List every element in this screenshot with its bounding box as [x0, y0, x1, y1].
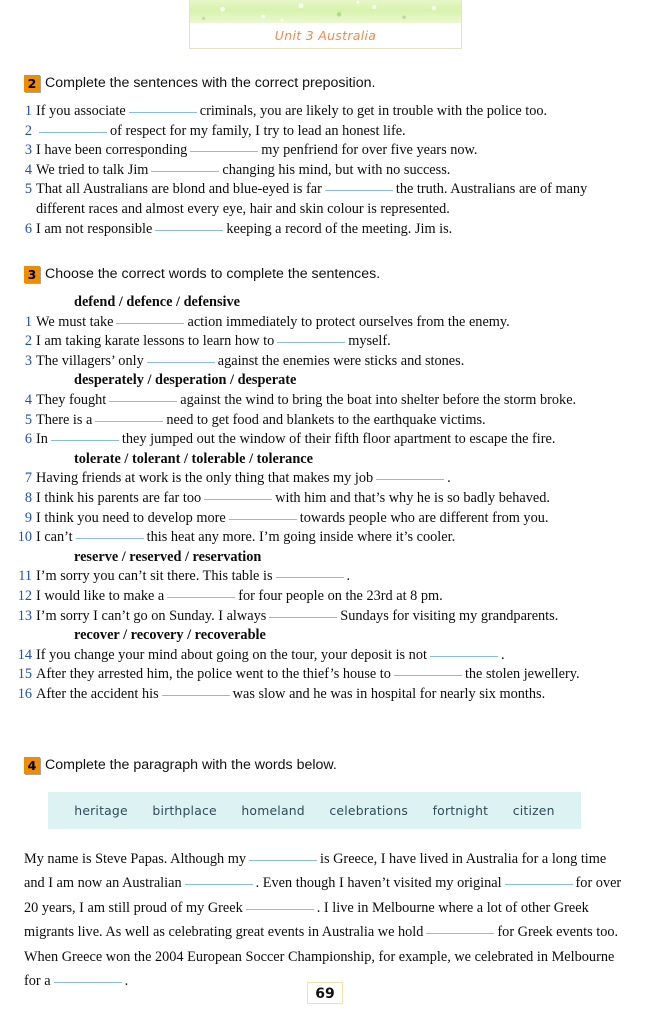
list-item: [14, 430, 628, 450]
exercise-4-badge: 4: [24, 757, 40, 774]
exercise-3-title: Choose the correct words to complete the sentences.: [45, 266, 381, 282]
exercise-2-badge: 2: [24, 75, 40, 92]
item-text-before: I’m sorry I can’t go on Sunday. I always: [36, 607, 267, 624]
item-text-after: was slow and he was in hospital for nearly six months.: [232, 685, 546, 702]
word-bank-item[interactable]: homeland: [241, 803, 305, 818]
answer-blank[interactable]: [325, 190, 393, 191]
exercise-4-heading: [24, 756, 650, 775]
answer-blank[interactable]: [269, 617, 337, 618]
item-text: [36, 509, 628, 529]
item-number: 11: [18, 568, 32, 585]
item-text-after: this heat any more. I’m going inside where it’s cooler.: [146, 529, 456, 546]
item-text-before: Having friends at work is the only thing that makes my job: [36, 470, 374, 487]
list-item: [14, 352, 628, 372]
item-text: [36, 411, 628, 431]
word-bank-item[interactable]: fortnight: [432, 803, 489, 818]
word-bank-item[interactable]: birthplace: [152, 803, 217, 818]
item-text-before: I think his parents are far too: [36, 489, 202, 506]
exercise-2-heading: [24, 74, 650, 93]
item-text: [36, 161, 628, 181]
exercise-2-items: [14, 102, 628, 239]
exercise-4-title: Complete the paragraph with the words below.: [45, 757, 337, 773]
item-text: [36, 587, 628, 607]
answer-blank[interactable]: [376, 479, 444, 480]
item-number: 16: [17, 685, 32, 702]
item-text-after: changing his mind, but with no success.: [222, 161, 451, 178]
item-text-after: .: [500, 646, 505, 663]
item-text: [36, 665, 628, 685]
answer-blank[interactable]: [95, 421, 163, 422]
item-number: 12: [17, 587, 32, 604]
page-number: 69: [307, 982, 343, 1004]
item-text-before: There is a: [36, 411, 93, 428]
item-number: 5: [24, 181, 32, 198]
item-text: [36, 313, 628, 333]
item-text: [36, 102, 628, 122]
list-item: [14, 646, 628, 666]
answer-blank[interactable]: [276, 577, 344, 578]
item-number: 8: [24, 489, 32, 506]
answer-blank[interactable]: [129, 112, 197, 113]
item-number: 15: [17, 666, 32, 683]
exercise-3-groups: [14, 293, 628, 704]
item-text-before: If you change your mind about going on the tour, your deposit is not: [36, 646, 427, 663]
answer-blank[interactable]: [394, 675, 462, 676]
list-item: [14, 509, 628, 529]
item-text: [36, 646, 628, 666]
item-text: [36, 528, 628, 548]
answer-blank[interactable]: [185, 884, 253, 885]
item-text-before: I am not responsible: [36, 220, 153, 237]
item-text-after: .: [447, 470, 451, 487]
item-text-before: I have been corresponding: [36, 142, 188, 159]
item-text: [36, 352, 628, 372]
item-number: 2: [24, 333, 32, 350]
paragraph-text: . I live in Melbourne where a lot of other Greek migrants live. As well as celebrating great events in Australia we hold: [24, 899, 589, 941]
paragraph-text: My name is Steve Papas. Although my: [24, 851, 246, 867]
list-item: [14, 685, 628, 705]
gap-fill-paragraph: [24, 847, 626, 993]
exercise-2: [0, 74, 650, 239]
item-text: [36, 141, 628, 161]
item-text-after: need to get food and blankets to the earthquake victims.: [166, 411, 486, 428]
answer-blank[interactable]: [204, 499, 272, 500]
answer-blank[interactable]: [167, 597, 235, 598]
list-item: [14, 607, 628, 627]
list-item: [14, 489, 628, 509]
word-bank-item[interactable]: citizen: [512, 803, 555, 818]
item-text-after: the stolen jewellery.: [464, 666, 580, 683]
unit-caption: Unit 3 Australia: [274, 28, 377, 43]
answer-blank[interactable]: [151, 171, 219, 172]
item-number: 4: [24, 391, 32, 408]
item-text-before: After they arrested him, the police went to the thief’s house to: [36, 666, 391, 683]
item-number: 4: [24, 161, 32, 178]
word-bank-item[interactable]: celebrations: [329, 803, 409, 818]
item-text-after: Sundays for visiting my grandparents.: [340, 607, 559, 624]
word-bank: [48, 792, 581, 829]
item-text-after: of respect for my family, I try to lead an honest life.: [110, 122, 406, 139]
item-text-after: towards people who are different from you.: [299, 509, 549, 526]
list-item: [14, 161, 628, 181]
exercise-3: [0, 265, 650, 704]
item-number: 3: [24, 142, 32, 159]
answer-blank[interactable]: [190, 151, 258, 152]
word-group-heading: reserve / reserved / reservation: [74, 548, 262, 565]
item-number: 9: [24, 509, 32, 526]
word-group-heading: recover / recovery / recoverable: [74, 627, 266, 644]
list-item: [14, 141, 628, 161]
exercise-4: [0, 756, 650, 993]
item-number: 2: [24, 122, 32, 139]
item-number: 6: [24, 220, 32, 237]
item-number: 1: [24, 103, 32, 119]
item-text-before: I think you need to develop more: [36, 509, 226, 526]
list-item: [14, 665, 628, 685]
item-text-before: That all Australians are blond and blue-eyed is far: [36, 181, 322, 198]
answer-blank[interactable]: [277, 342, 345, 343]
item-text-after: with him and that’s why he is so badly behaved.: [275, 489, 550, 506]
item-text: [36, 180, 628, 219]
item-text-before: I would like to make a: [36, 587, 165, 604]
item-text: [36, 685, 628, 705]
item-text-before: I can’t: [36, 529, 73, 546]
item-text-after: for four people on the 23rd at 8 pm.: [238, 587, 443, 604]
answer-blank[interactable]: [162, 695, 230, 696]
item-text-before: In: [36, 431, 48, 448]
item-number: 3: [24, 352, 32, 369]
answer-blank[interactable]: [430, 656, 498, 657]
exercise-2-title: Complete the sentences with the correct preposition.: [45, 75, 376, 91]
item-text: [36, 332, 628, 352]
item-text-before: If you associate: [36, 103, 126, 119]
item-text-after: myself.: [348, 333, 391, 350]
paragraph-text: is Greece, I have lived in Australia for a long time and I am now an Australian: [24, 851, 607, 892]
unit-header-banner: [189, 0, 462, 49]
item-number: 7: [24, 470, 32, 487]
word-group-heading: defend / defence / defensive: [74, 294, 240, 310]
list-item: [14, 313, 628, 333]
list-item: [14, 332, 628, 352]
answer-blank[interactable]: [505, 884, 573, 885]
answer-blank[interactable]: [229, 519, 297, 520]
item-text: [36, 391, 628, 411]
item-text-after: my penfriend for over five years now.: [261, 142, 478, 159]
answer-blank[interactable]: [426, 933, 494, 934]
answer-blank[interactable]: [246, 909, 314, 910]
paragraph-text: .: [124, 973, 129, 990]
item-text-after: the truth. Australians are of many different races and almost every eye, hair and skin colour is represented.: [36, 181, 588, 217]
paragraph-text: for Greek events too. When Greece won the 2004 European Soccer Championship, for example, we celebrated in Melbourne for a: [24, 924, 619, 990]
word-group-heading: desperately / desperation / desperate: [74, 372, 297, 389]
item-number: 1: [24, 313, 32, 330]
item-text: [36, 489, 628, 509]
item-number: 5: [24, 411, 32, 428]
item-text-before: We tried to talk Jim: [36, 161, 149, 178]
item-text-after: action immediately to protect ourselves from the enemy.: [187, 313, 510, 330]
item-text-after: against the wind to bring the boat into shelter before the storm broke.: [180, 391, 577, 408]
item-text-after: they jumped out the window of their fifth floor apartment to escape the fire.: [121, 431, 556, 448]
item-text: [36, 122, 628, 142]
list-item: [14, 180, 628, 219]
item-number: 13: [17, 607, 32, 624]
answer-blank[interactable]: [155, 230, 223, 231]
list-item: [14, 220, 628, 240]
list-item: [14, 528, 628, 548]
answer-blank[interactable]: [39, 132, 107, 133]
item-text-before: They fought: [36, 391, 107, 408]
item-text: [36, 567, 628, 587]
list-item: [14, 587, 628, 607]
word-group-heading: tolerate / tolerant / tolerable / tolerance: [74, 450, 313, 467]
item-text: [36, 430, 628, 450]
answer-blank[interactable]: [76, 538, 144, 539]
list-item: [14, 102, 628, 122]
list-item: [14, 411, 628, 431]
list-item: [14, 122, 628, 142]
item-text-before: After the accident his: [36, 685, 159, 702]
item-text-before: We must take: [36, 313, 114, 330]
exercise-3-heading: [24, 265, 650, 284]
answer-blank[interactable]: [147, 362, 215, 363]
answer-blank[interactable]: [109, 401, 177, 402]
word-bank-item[interactable]: heritage: [74, 803, 128, 818]
item-text-after: .: [346, 568, 351, 585]
item-text-before: The villagers’ only: [36, 352, 144, 369]
item-text-before: I am taking karate lessons to learn how to: [36, 333, 275, 350]
item-text-before: I’m sorry you can’t sit there. This table is: [36, 568, 273, 585]
item-text-after: criminals, you are likely to get in trouble with the police too.: [199, 103, 548, 119]
answer-blank[interactable]: [51, 440, 119, 441]
answer-blank[interactable]: [249, 860, 317, 861]
list-item: [14, 567, 628, 587]
grass-photo-strip: [190, 0, 461, 23]
exercise-3-badge: 3: [24, 266, 40, 283]
item-number: 10: [17, 529, 32, 546]
list-item: [14, 469, 628, 489]
page-footer: [0, 982, 650, 1004]
paragraph-text: . Even though I haven’t visited my original: [255, 875, 502, 892]
item-text-after: keeping a record of the meeting. Jim is.: [226, 220, 453, 237]
item-text: [36, 469, 628, 489]
item-text-after: against the enemies were sticks and stones.: [217, 352, 465, 369]
answer-blank[interactable]: [116, 323, 184, 324]
item-number: 14: [17, 646, 32, 663]
item-text: [36, 607, 628, 627]
paragraph-text: for over 20 years, I am still proud of my Greek: [24, 875, 622, 916]
list-item: [14, 391, 628, 411]
item-number: 6: [24, 431, 32, 448]
item-text: [36, 220, 628, 240]
